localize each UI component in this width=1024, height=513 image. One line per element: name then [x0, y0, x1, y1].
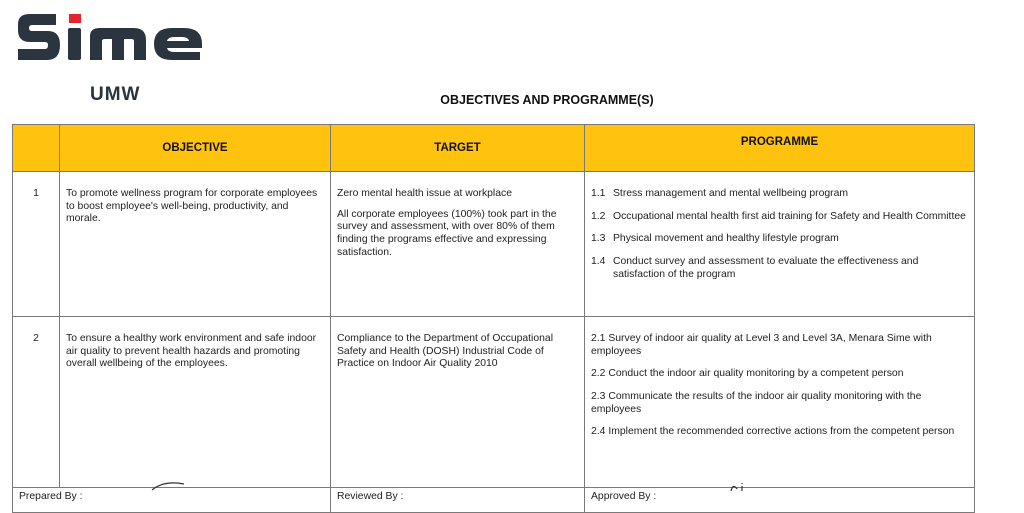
programme-number: 1.1 — [591, 188, 606, 199]
col-header-programme: PROGRAMME — [585, 125, 975, 172]
target-text: Compliance to the Department of Occupational Safety and Health (DOSH) Industrial Code of Practice on Indoor Air Quality 2010 — [337, 333, 554, 370]
programme-item: 2.4 Implement the recommended corrective actions from the competent person — [591, 426, 955, 438]
sime-logo-mark — [14, 10, 224, 74]
target-text: All corporate employees (100%) took part in the survey and assessment, with over 80% of them finding the programs effective and expressing satisfaction. — [337, 208, 557, 258]
programme-number: 1.2 — [591, 210, 606, 222]
programme-item — [591, 211, 968, 224]
table-row — [13, 317, 975, 488]
programme-item — [591, 256, 968, 281]
approved-signature — [728, 480, 768, 491]
programme-number: 1.3 — [591, 233, 606, 245]
programme-item — [591, 188, 968, 201]
signature-row — [13, 488, 975, 513]
page-title: OBJECTIVES AND PROGRAMME(S) — [440, 93, 654, 107]
prepared-by-label: Prepared By : — [13, 488, 331, 513]
programme-cell — [585, 172, 975, 317]
target-cell — [331, 317, 585, 488]
col-header-number — [13, 125, 60, 172]
col-header-target: TARGET — [331, 125, 585, 172]
objective-cell: To promote wellness program for corporate employees to boost employee's well-being, productivity, and morale. — [60, 172, 331, 317]
programme-item: 2.1 Survey of indoor air quality at Level 3 and Level 3A, Menara Sime with employees — [591, 333, 932, 357]
programme-cell — [585, 317, 975, 488]
approved-by-label: Approved By : — [585, 488, 975, 513]
programme-item: 2.3 Communicate the results of the indoor air quality monitoring with the employees — [591, 391, 922, 415]
objectives-table — [12, 124, 975, 513]
programme-text: Occupational mental health first aid training for Safety and Health Committee — [613, 210, 966, 222]
target-cell — [331, 172, 585, 317]
programme-text: Physical movement and healthy lifestyle program — [613, 233, 839, 245]
reviewed-by-label: Reviewed By : — [331, 488, 585, 513]
logo-dot — [69, 14, 81, 23]
programme-text: Stress management and mental wellbeing program — [613, 188, 849, 199]
col-header-objective: OBJECTIVE — [60, 125, 331, 172]
programme-number: 1.4 — [591, 256, 606, 268]
table-row — [13, 172, 975, 317]
target-text: Zero mental health issue at workplace — [337, 188, 512, 199]
prepared-signature — [150, 478, 190, 491]
row-number: 2 — [13, 317, 60, 488]
row-number: 1 — [13, 172, 60, 317]
logo-subtitle: UMW — [90, 84, 141, 105]
table-header-row — [13, 125, 975, 172]
sime-logo — [14, 10, 224, 105]
programme-item — [591, 233, 968, 246]
programme-item: 2.2 Conduct the indoor air quality monitoring by a competent person — [591, 368, 904, 380]
objective-cell: To ensure a healthy work environment and safe indoor air quality to prevent health hazards and promoting overall wellbeing of the employees. — [60, 317, 331, 488]
programme-text: Conduct survey and assessment to evaluate the effectiveness and satisfaction of the program — [613, 256, 919, 280]
